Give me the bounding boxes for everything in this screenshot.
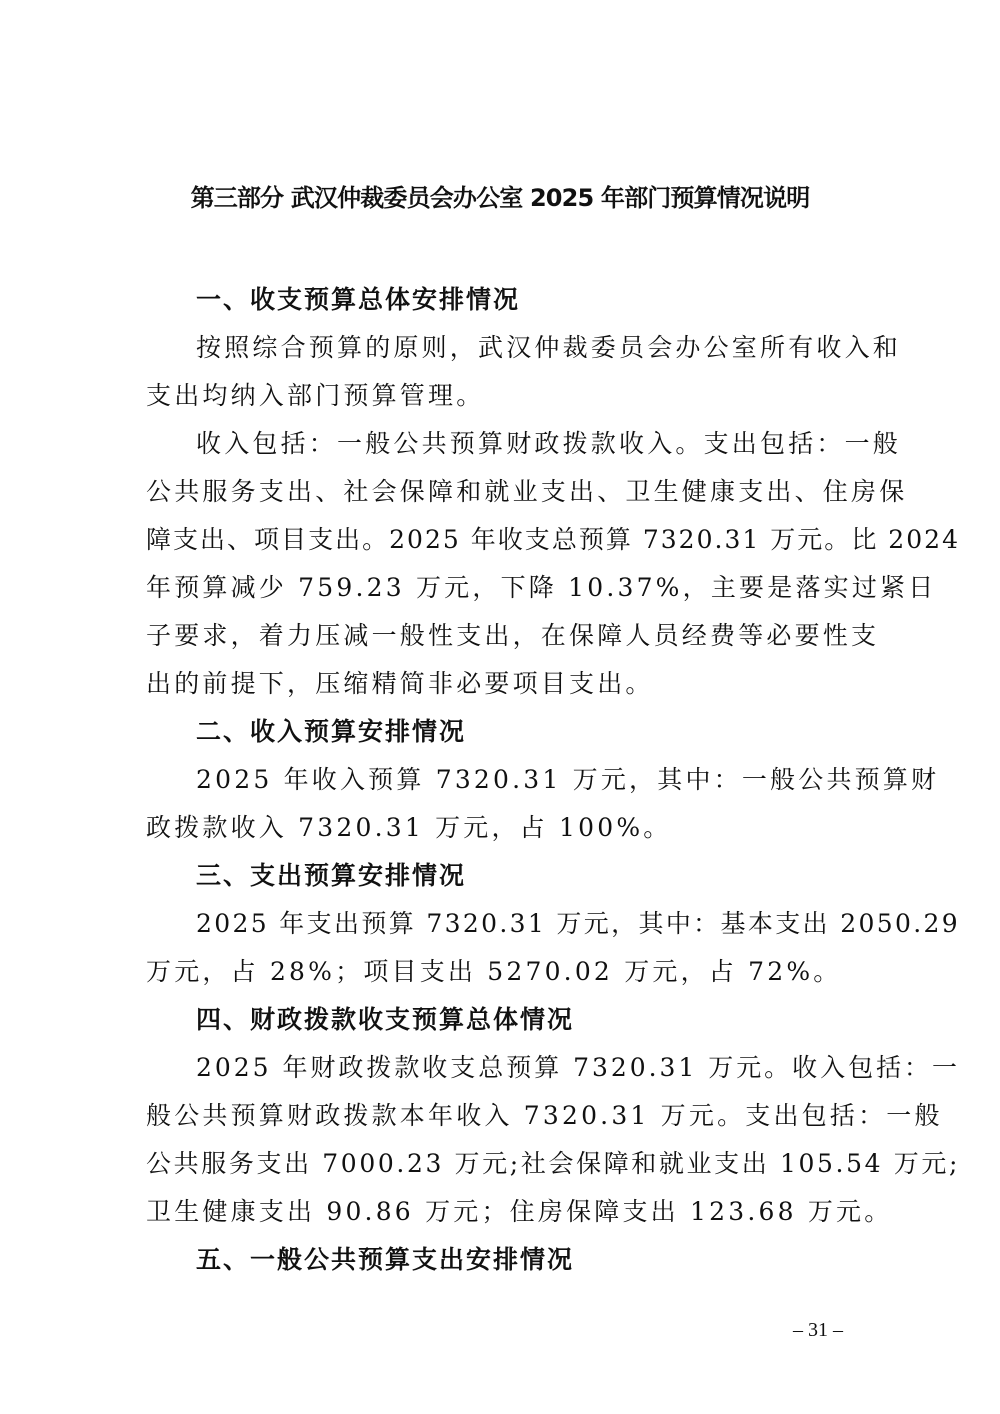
paragraph-line: 障支出、项目支出。2025 年收支总预算 7320.31 万元。比 2024 [146, 525, 960, 554]
paragraph-line: 卫生健康支出 90.86 万元；住房保障支出 123.68 万元。 [146, 1197, 893, 1226]
section-heading-1: 一、收支预算总体安排情况 [196, 285, 521, 314]
paragraph-line: 公共服务支出、社会保障和就业支出、卫生健康支出、住房保 [146, 477, 908, 506]
paragraph-line: 万元，占 28%；项目支出 5270.02 万元，占 72%。 [146, 957, 842, 986]
paragraph-line: 支出均纳入部门预算管理。 [146, 381, 485, 410]
page-number: – 31 – [793, 1319, 843, 1341]
paragraph-line: 子要求，着力压减一般性支出，在保障人员经费等必要性支 [146, 621, 880, 650]
paragraph-line: 2025 年收入预算 7320.31 万元，其中：一般公共预算财 [196, 765, 940, 794]
paragraph-line: 2025 年支出预算 7320.31 万元，其中：基本支出 2050.29 [196, 909, 960, 938]
paragraph-line: 按照综合预算的原则，武汉仲裁委员会办公室所有收入和 [196, 333, 902, 362]
section-heading-3: 三、支出预算安排情况 [196, 861, 467, 890]
document-title: 第三部分 武汉仲裁委员会办公室 2025 年部门预算情况说明 [190, 184, 810, 212]
paragraph-line: 政拨款收入 7320.31 万元，占 100%。 [146, 813, 672, 842]
paragraph-line: 公共服务支出 7000.23 万元;社会保障和就业支出 105.54 万元; [146, 1149, 960, 1178]
section-heading-2: 二、收入预算安排情况 [196, 717, 467, 746]
paragraph-line: 收入包括：一般公共预算财政拨款收入。支出包括：一般 [196, 429, 902, 458]
paragraph-line: 2025 年财政拨款收支总预算 7320.31 万元。收入包括：一 [196, 1053, 960, 1082]
paragraph-line: 出的前提下，压缩精简非必要项目支出。 [146, 669, 654, 698]
section-heading-4: 四、财政拨款收支预算总体情况 [196, 1005, 575, 1034]
paragraph-line: 年预算减少 759.23 万元，下降 10.37%，主要是落实过紧日 [146, 573, 937, 602]
section-heading-5: 五、一般公共预算支出安排情况 [196, 1245, 575, 1274]
paragraph-line: 般公共预算财政拨款本年收入 7320.31 万元。支出包括：一般 [146, 1101, 943, 1130]
